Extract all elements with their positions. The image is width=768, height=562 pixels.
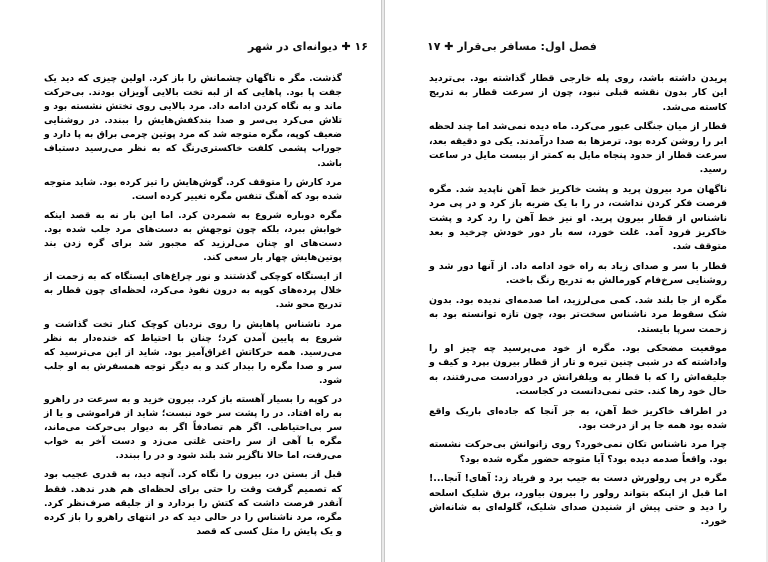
paragraph: پریدن داشته باشد، روی پله خارجی قطار گذاشته بود. بی‌تردید این کار بدون نقشه قبلی نبود، چون از سرعت قطار به تدریج کاسته می‌شد.: [429, 73, 727, 113]
paragraph: در کوپه را بسیار آهسته باز کرد. بیرون خزید و به سرعت در راهرو به راه افتاد. در را پشت سر خود نبست؛ شاید از فراموشی و یا از سر بی‌احتیاطی. اگر هم تصادفاً اگر به دیوار بی‌حرکت می‌ماند، مگره با آهی از سر راحتی غلتی می‌زد و دست آخر به خواب می‌رفت، اما حالا ناگزیر شد بلند شود و در را ببندد.: [44, 393, 342, 462]
left-page: [0, 0, 382, 562]
paragraph: چرا مرد ناشناس تکان نمی‌خورد؟ روی زانوانش بی‌حرکت نشسته بود. واقعاً صدمه دیده بود؟ آیا متوجه حضور مگره شده بود؟: [429, 439, 727, 465]
paragraph: مرد کارش را متوقف کرد. گوش‌هایش را تیز کرده بود. شاید متوجه شده بود که آهنگ تنفس مگره تغییر کرده است.: [44, 176, 342, 202]
paragraph: موقعیت مضحکی بود. مگره از خود می‌پرسید چه چیز او را واداشته که در شبی چنین تیره و تار از قطار بیرون بپرد و کیف و جلیقه‌اش را که با قطار به ویلفرانش در دورادست می‌رفتند، به حال خود رها کند. حتی نمی‌دانست در کجاست.: [429, 342, 727, 398]
paragraph: مگره در پی رولورش دست به جیب برد و فریاد زد: آهای! آنجا...! اما قبل از اینکه بتواند رولور را بیرون بیاورد، برق شلیک اسلحه را دید و حتی پیش از شنیدن صدای شلیک، گلوله‌ای به شانه‌اش خورد.: [429, 473, 727, 528]
paragraph: مگره از جا بلند شد. کمی می‌لرزید، اما صدمه‌ای ندیده بود. بدون شک سقوط مرد ناشناس سخت‌تر بود، چون تازه توانسته بود به زحمت سرپا بایستد.: [429, 294, 727, 335]
paragraph: قطار از میان جنگلی عبور می‌کرد. ماه دیده نمی‌شد اما چند لحظه ابر را روشن کرده بود. ترمزها به صدا درآمدند. یکی دو دقیقه بعد، سرعت قطار از حدود پنجاه مایل به کمتر از بیست مایل در ساعت رسید.: [429, 121, 727, 176]
left-page-body: [44, 72, 342, 544]
paragraph: در اطراف خاکریز خط آهن، به جز آنجا که جاده‌ای باریک واقع شده بود همه جا پر از درخت بود.: [429, 405, 727, 431]
right-page-body: [429, 72, 727, 535]
paragraph: مگره دوباره شروع به شمردن کرد. اما این بار نه به قصد اینکه خوابش ببرد، بلکه چون توجهش به دست‌های مرد جلب شده بود. دست‌های او چنان می‌لرزید که مجبور شد برای گره زدن بند پوتین‌هایش چهار بار سعی کند.: [44, 209, 342, 264]
paragraph: ناگهان مرد بیرون پرید و پشت خاکریز خط آهن ناپدید شد. مگره فرصت فکر کردن نداشت، در را با یک ضربه باز کرد و در پی مرد ناشناس از قطار بیرون پرید. او نیز خط آهن را رد کرد و پشت خاکریز فرود آمد. غلت خورد، سه بار دور خودش چرخید و بعد متوقف شد.: [429, 183, 727, 253]
right-page: [384, 0, 766, 562]
paragraph: قطار با سر و صدای زیاد به راه خود ادامه داد. از آنها دور شد و روشنایی سرخ‌فام کورمالش به تدریج رنگ باخت.: [429, 260, 727, 287]
paragraph: از ایستگاه کوچکی گذشتند و نور چراغ‌های ایستگاه که به زحمت از خلال پرده‌های کوپه به درون نفوذ می‌کرد، لحظه‌ای چون قطار به تدریج محو شد.: [44, 271, 342, 311]
right-page-header: فصل اول: مسافر بی‌قرار ✚ ۱۷: [427, 40, 597, 53]
paragraph: مرد ناشناس پاهایش را روی نردبان کوچک کنار تخت گذاشت و شروع به پایین آمدن کرد؛ چنان با احتیاط که خنده‌دار به نظر می‌رسید. همه حرکاتش اغراق‌آمیز بود. شاید از این می‌ترسید که سر و صدا مگره را بیدار کند و به دیگر توجه همسفرش به او جلب شود.: [44, 318, 342, 386]
left-page-header: ۱۶ ✚ دیوانه‌ای در شهر: [248, 40, 368, 53]
paragraph: گذشت. مگر ه ناگهان چشمانش را باز کرد. اولین چیزی که دید یک جفت پا بود. پاهایی که از لبه تخت بالایی آویزان بودند. بی‌حرکت ماند و به نگاه کردن ادامه داد. مرد بالایی روی تختش نشسته بود و تلاش می‌کرد بی‌سر و صدا بندکفش‌هایش را ببندد. در روشنایی ضعیف‌ کوپه، مگره متوجه شد که مرد پوتین چرمی براق به پا دارد و جوراب پشمی کلفت خاکستری‌رنگ که به نظر می‌رسید دستباف باشد.: [44, 73, 342, 169]
paragraph: قبل از بستن در، بیرون را نگاه کرد. آنچه دید، به قدری عجیب بود که تصمیم گرفت وقت را حتی برای لحظه‌ای هم هدر ندهد. فقط آنقدر فرصت داشت که کتش را بردارد و از جلیقه صرف‌نظر کرد. مگره، مرد ناشناس را در حالی دید که در انتهای راهرو را باز کرده و یک پایش را مثل کسی که قصد: [44, 469, 342, 537]
